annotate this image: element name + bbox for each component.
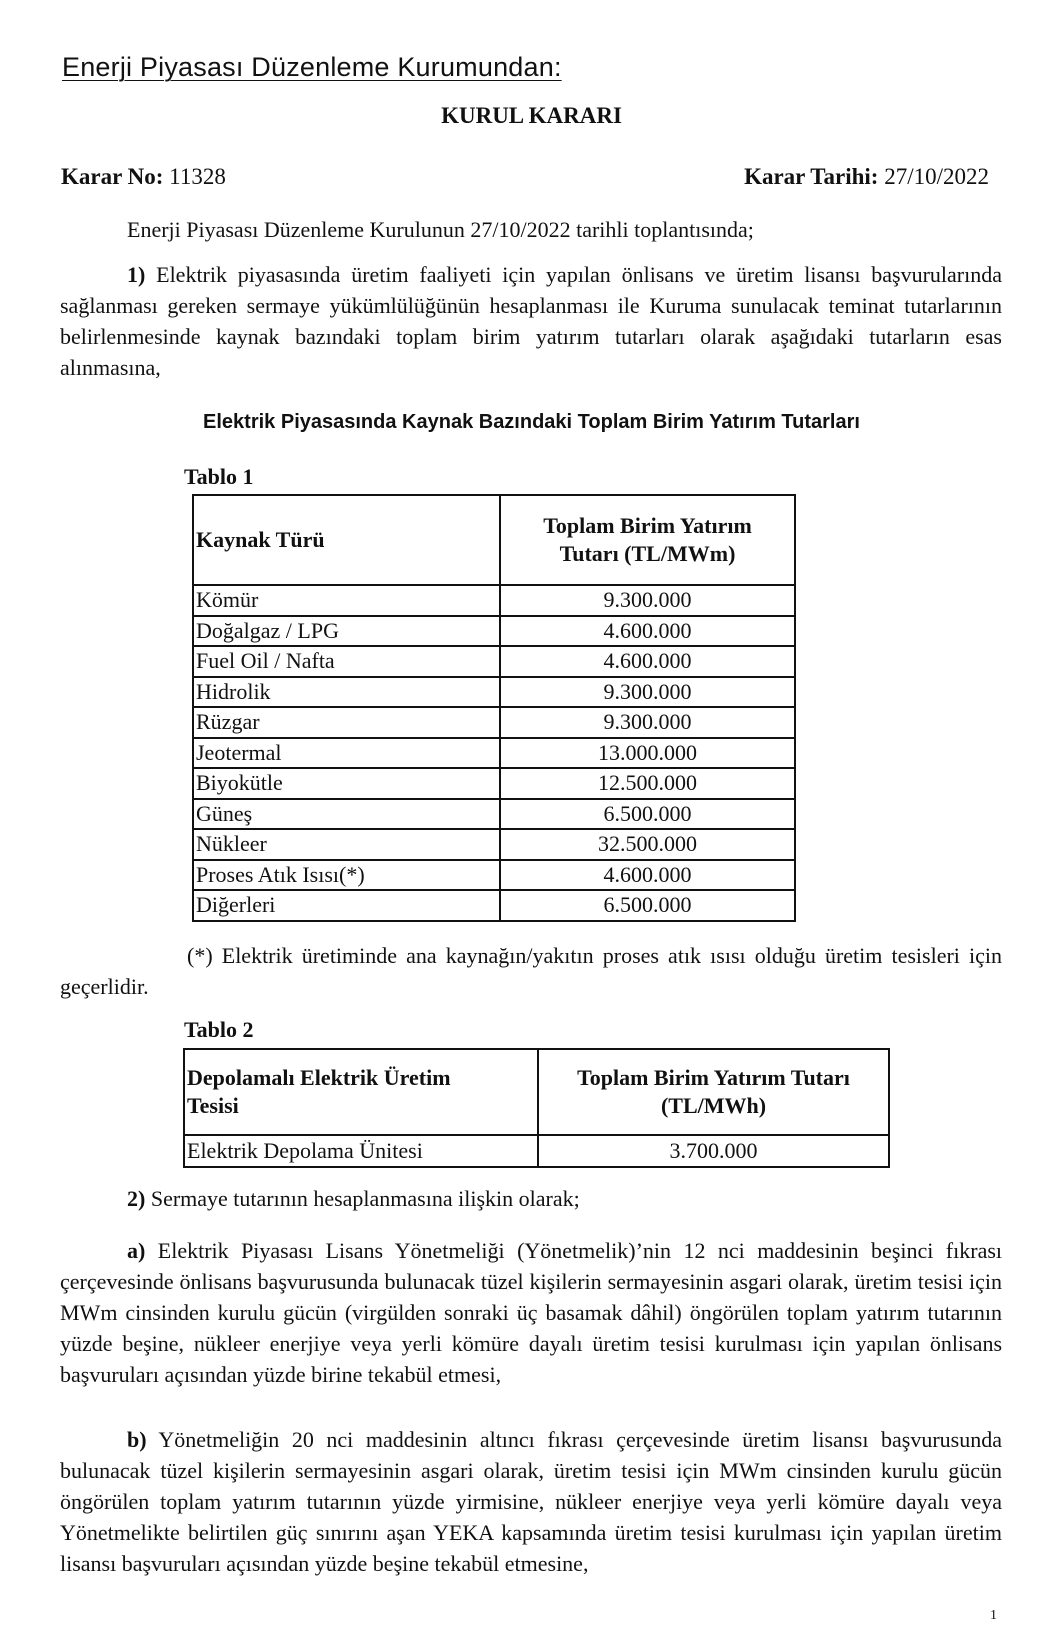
source-cell: Fuel Oil / Nafta: [193, 646, 500, 677]
item-2-text: Sermaye tutarının hesaplanmasına ilişkin olarak;: [150, 1186, 580, 1211]
decision-date-value: 27/10/2022: [884, 164, 989, 189]
facility-cell: Elektrik Depolama Ünitesi: [184, 1135, 538, 1167]
decision-date: [744, 164, 989, 190]
source-cell: Biyokütle: [193, 768, 500, 799]
decision-number-label: Karar No:: [61, 164, 164, 189]
source-cell: Hidrolik: [193, 677, 500, 708]
page-number: 1: [990, 1608, 997, 1623]
source-cell: Diğerleri: [193, 890, 500, 921]
item-2a-paragraph: [60, 1235, 1002, 1390]
source-cell: Proses Atık Isısı(*): [193, 860, 500, 891]
table-row: [193, 890, 795, 921]
table-row: [193, 768, 795, 799]
amount-cell: 4.600.000: [500, 860, 795, 891]
table-row: [193, 860, 795, 891]
item-2b-paragraph: [60, 1424, 1002, 1579]
source-cell: Rüzgar: [193, 707, 500, 738]
table-header-row: [184, 1049, 889, 1135]
institution-header: Enerji Piyasası Düzenleme Kurumundan:: [62, 52, 562, 82]
amount-cell: 4.600.000: [500, 616, 795, 647]
table-row: [193, 829, 795, 860]
table-row: [193, 738, 795, 769]
amount-cell: 9.300.000: [500, 707, 795, 738]
amount-cell: 9.300.000: [500, 677, 795, 708]
column-header-amount-line1: Toplam Birim Yatırım: [543, 513, 752, 538]
table-section-title: Elektrik Piyasasında Kaynak Bazındaki Toplam Birim Yatırım Tutarları: [203, 411, 860, 433]
amount-cell: 13.000.000: [500, 738, 795, 769]
item-2-paragraph: [60, 1183, 1002, 1214]
investment-table: [192, 494, 796, 922]
table-header-row: [193, 495, 795, 585]
amount-cell: 3.700.000: [538, 1135, 889, 1167]
source-cell: Nükleer: [193, 829, 500, 860]
source-cell: Doğalgaz / LPG: [193, 616, 500, 647]
column-header-amount: [538, 1049, 889, 1135]
column-header-amount-line2: (TL/MWh): [660, 1093, 767, 1118]
amount-cell: 4.600.000: [500, 646, 795, 677]
amount-cell: 12.500.000: [500, 768, 795, 799]
table-row: [193, 677, 795, 708]
table-row: [193, 616, 795, 647]
amount-cell: 6.500.000: [500, 890, 795, 921]
table-row: [193, 646, 795, 677]
column-header-facility: [184, 1049, 538, 1135]
column-header-amount-line2: Tutarı (TL/MWm): [559, 541, 736, 566]
column-header-source: Kaynak Türü: [193, 495, 500, 585]
table-row: [193, 707, 795, 738]
amount-cell: 32.500.000: [500, 829, 795, 860]
item-1-text: Elektrik piyasasında üretim faaliyeti için yapılan önlisans ve üretim lisansı başvurularında sağlanması gereken sermaye yükümlülüğünün hesaplanması ile Kuruma sunulacak teminat tutarlarının belirlenmesinde kaynak bazındaki toplam birim yatırım tutarları olarak aşağıdaki tutarların esas alınmasına,: [60, 262, 1003, 380]
item-2b-letter: b): [127, 1427, 147, 1452]
table-1-footnote: (*) Elektrik üretiminde ana kaynağın/yakıtın proses atık ısısı olduğu üretim tesisleri için geçerlidir.: [60, 943, 1002, 999]
item-1-paragraph: [60, 259, 1002, 383]
table-row: [193, 799, 795, 830]
item-1-number: 1): [127, 262, 146, 287]
item-2-number: 2): [127, 1186, 146, 1211]
source-cell: Jeotermal: [193, 738, 500, 769]
source-cell: Güneş: [193, 799, 500, 830]
decision-number-value: 11328: [169, 164, 226, 189]
table-2-label: Tablo 2: [184, 1017, 254, 1042]
column-header-facility-line1: Depolamalı Elektrik Üretim: [187, 1065, 451, 1090]
column-header-facility-line2: Tesisi: [187, 1093, 239, 1118]
item-2a-text: Elektrik Piyasası Lisans Yönetmeliği (Yönetmelik)’nin 12 nci maddesinin beşinci fıkrası çerçevesinde önlisans başvurusunda bulunacak tüzel kişilerin sermayesinin asgari olarak, üretim tesisi için MWm cinsinden kurulu gücün (virgülden sonraki üç basamak dâhil) öngörülen toplam yatırım tutarının yüzde beşine, nükleer enerjiye veya yerli kömüre dayalı üretim tesisi kurulması için yapılan önlisans başvuruları açısından yüzde birine tekabül etmesi,: [60, 1238, 1003, 1387]
intro-paragraph: Enerji Piyasası Düzenleme Kurulunun 27/10/2022 tarihli toplantısında;: [127, 217, 754, 242]
item-2a-letter: a): [127, 1238, 146, 1263]
storage-table: [183, 1048, 890, 1168]
item-2b-text: Yönetmeliğin 20 nci maddesinin altıncı fıkrası çerçevesinde üretim lisansı başvurusunda bulunacak tüzel kişilerin sermayesinin asgari olarak, üretim tesisi için MWm cinsinden kurulu gücün öngörülen toplam yatırım tutarının yüzde yirmisine, nükleer enerjiye veya yerli kömüre dayalı veya Yönetmelikte belirtilen güç sınırını aşan YEKA kapsamında üretim tesisi kurulması için yapılan üretim lisansı başvuruları açısından yüzde beşine tekabül etmesine,: [60, 1427, 1003, 1576]
table-row: [193, 585, 795, 616]
source-cell: Kömür: [193, 585, 500, 616]
amount-cell: 6.500.000: [500, 799, 795, 830]
column-header-amount-line1: Toplam Birim Yatırım Tutarı: [577, 1065, 850, 1090]
table-row: [184, 1135, 889, 1167]
column-header-amount: [500, 495, 795, 585]
decision-date-label: Karar Tarihi:: [744, 164, 879, 189]
decision-title: KURUL KARARI: [441, 103, 622, 128]
decision-number: [61, 164, 226, 190]
table-1-label: Tablo 1: [184, 464, 254, 489]
amount-cell: 9.300.000: [500, 585, 795, 616]
